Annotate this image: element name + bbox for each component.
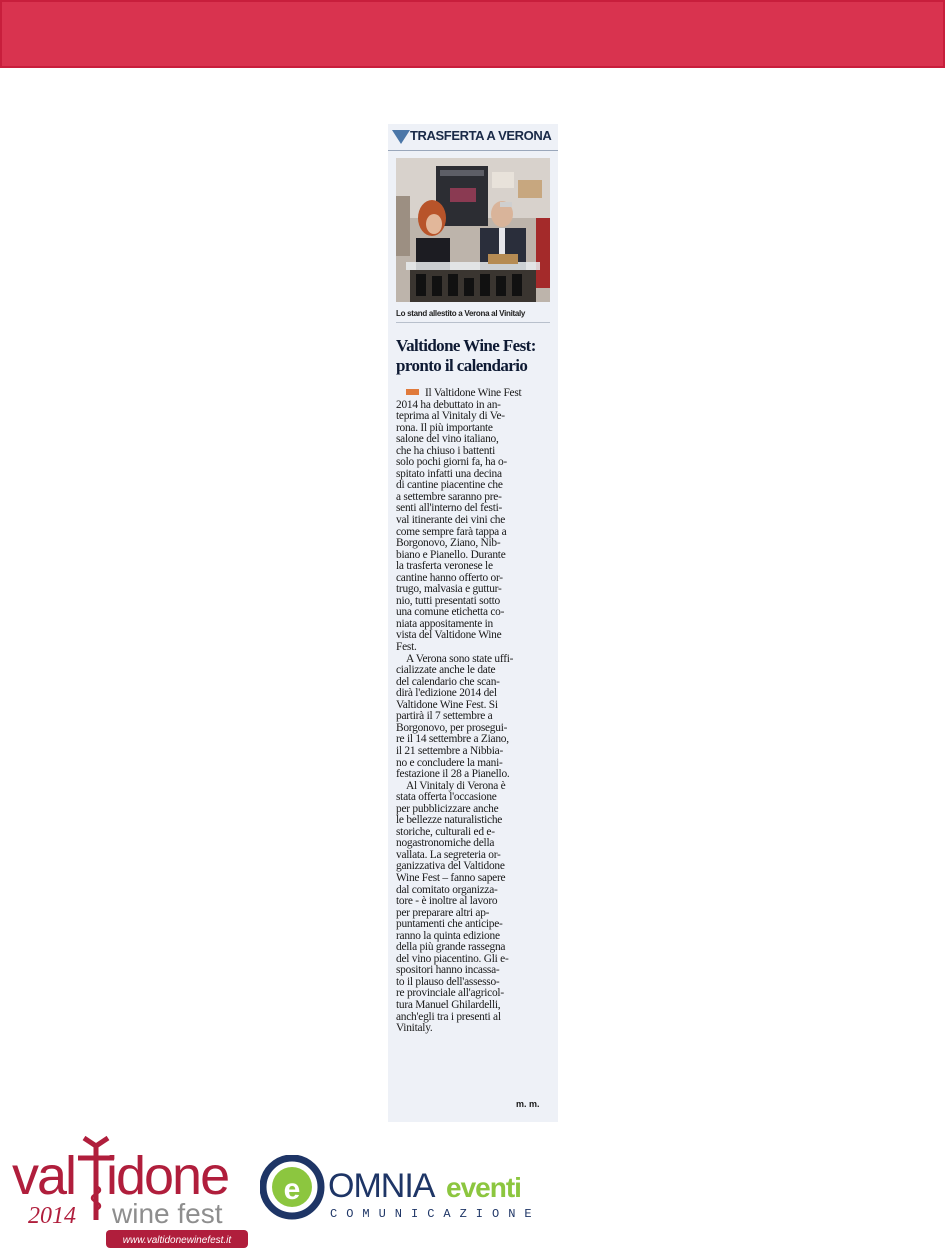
body-line: tura Manuel Ghilardelli, — [396, 998, 501, 1011]
logo-tagline: wine fest — [112, 1198, 223, 1229]
logo-word-right: idone — [106, 1146, 229, 1206]
badge-letter: e — [283, 1173, 301, 1206]
article-body — [396, 388, 554, 1035]
body-line: Borgonovo, per prosegui- — [396, 721, 508, 734]
omnia-logo-mark — [260, 1155, 550, 1225]
body-line: che ha chiuso i battenti — [396, 444, 496, 457]
valtidone-wine-fest-logo — [12, 1130, 248, 1248]
body-line: ganizzativa del Valtidone — [396, 860, 505, 873]
body-line: stata offerta l'occasione — [396, 791, 497, 804]
body-line: di cantine piacentine che — [396, 479, 503, 492]
body-line: val itinerante dei vini che — [396, 514, 506, 527]
body-line: A Verona sono state uffi- — [406, 652, 514, 665]
newspaper-clipping — [388, 124, 558, 1122]
body-line: a settembre saranno pre- — [396, 490, 502, 503]
body-line: teprima al Vinitaly di Ve- — [396, 410, 505, 423]
body-line: nogastronomiche della — [396, 837, 495, 850]
body-line: niata appositamente in — [396, 617, 493, 630]
body-line: per preparare altri ap- — [396, 906, 490, 919]
header-rule — [388, 150, 558, 151]
body-line: salone del vino italiano, — [396, 433, 499, 446]
body-line: Al Vinitaly di Verona è — [406, 779, 506, 792]
body-line: il 21 settembre a Nibbia- — [396, 744, 503, 757]
headline-line: Valtidone Wine Fest: — [396, 336, 536, 355]
photo-illustration — [396, 158, 550, 302]
article-headline — [396, 336, 556, 376]
omnia-eventi-logo — [260, 1155, 550, 1225]
logo-year: 2014 — [28, 1203, 76, 1229]
body-line: re provinciale all'agricol- — [396, 987, 504, 1000]
caption-rule — [396, 322, 550, 323]
body-line: come sempre farà tappa a — [396, 525, 507, 538]
body-line: no e concludere la mani- — [396, 756, 503, 769]
body-line: per pubblicizzare anche — [396, 802, 499, 815]
body-line: vista del Valtidone Wine — [396, 629, 502, 642]
logo-word-left: val — [12, 1146, 76, 1206]
body-line: rona. Il più importante — [396, 421, 493, 434]
comunicazione-word: COMUNICAZIONE — [330, 1207, 541, 1221]
body-line: cantine hanno offerto or- — [396, 571, 503, 584]
body-line: dirà l'edizione 2014 del — [396, 687, 497, 700]
body-line: partirà il 7 settembre a — [396, 710, 493, 723]
body-line: del calendario che scan- — [396, 675, 500, 688]
body-line: Vinitaly. — [396, 1022, 433, 1035]
body-line: senti all'interno del festi- — [396, 502, 503, 515]
top-banner — [0, 0, 945, 68]
section-label: TRASFERTA A VERONA — [410, 128, 552, 143]
body-line: cializzate anche le date — [396, 664, 496, 677]
body-line: Borgonovo, Ziano, Nib- — [396, 537, 501, 550]
body-line: spositori hanno incassa- — [396, 964, 500, 977]
bullet-marker-icon — [406, 389, 419, 395]
headline-line: pronto il calendario — [396, 356, 528, 375]
body-line: Valtidone Wine Fest. Si — [396, 698, 498, 711]
photo-caption: Lo stand allestito a Verona al Vinitaly — [396, 309, 526, 318]
body-line: storiche, culturali ed e- — [396, 825, 495, 838]
triangle-down-icon — [392, 130, 410, 144]
body-line: vallata. La segreteria or- — [396, 848, 501, 861]
body-line: festazione il 28 a Pianello. — [396, 768, 510, 781]
body-line: una comune etichetta co- — [396, 606, 505, 619]
body-line: re il 14 settembre a Ziano, — [396, 733, 509, 746]
body-line: Il Valtidone Wine Fest — [425, 387, 522, 399]
body-line: la trasferta veronese le — [396, 560, 493, 573]
body-line: to il plauso dell'assesso- — [396, 975, 500, 988]
body-line: del vino piacentino. Gli e- — [396, 952, 509, 965]
body-line: spitato infatti una decina — [396, 467, 502, 480]
body-line: Fest. — [396, 641, 417, 654]
body-line: ranno la quinta edizione — [396, 929, 500, 942]
body-line: biano e Pianello. Durante — [396, 548, 506, 561]
omnia-word: OMNIA — [328, 1167, 435, 1205]
body-line: dal comitato organizza- — [396, 883, 498, 896]
section-header — [388, 124, 558, 150]
body-line: puntamenti che anticipe- — [396, 918, 503, 931]
author-signature: m. m. — [516, 1099, 540, 1109]
stand-photo — [396, 158, 550, 302]
body-line: anch'egli tra i presenti al — [396, 1010, 501, 1023]
eventi-word: eventi — [446, 1172, 521, 1203]
body-line: 2014 ha debuttato in an- — [396, 398, 501, 411]
valtidone-logo-mark — [12, 1130, 248, 1248]
body-line: Wine Fest – fanno sapere — [396, 871, 506, 884]
logo-url: www.valtidonewinefest.it — [122, 1235, 232, 1246]
body-line: nio, tutti presentati sotto — [396, 594, 500, 607]
body-line: trugo, malvasia e guttur- — [396, 583, 502, 596]
body-line: della più grande rassegna — [396, 941, 506, 954]
body-line: tore - è inoltre al lavoro — [396, 895, 498, 908]
body-line: solo pochi giorni fa, ha o- — [396, 456, 507, 469]
body-line: le bellezze naturalistiche — [396, 814, 503, 827]
